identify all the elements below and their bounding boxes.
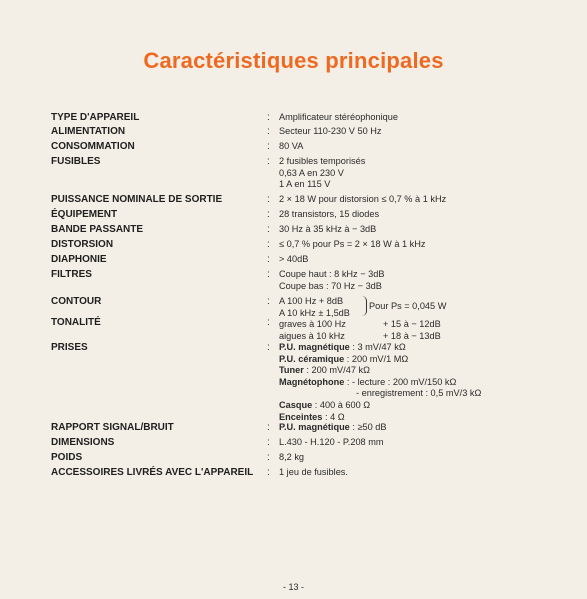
spec-label: FILTRES: [51, 269, 92, 280]
spec-value: > 40dB: [279, 254, 309, 264]
spec-label: CONTOUR: [51, 296, 102, 307]
value-line: [279, 354, 481, 366]
spec-value: 1 jeu de fusibles.: [279, 467, 348, 477]
page-title: Caractéristiques principales: [143, 48, 444, 73]
spec-label: TONALITÉ: [51, 317, 101, 328]
colon: :: [267, 239, 270, 250]
value-line: + 15 à − 12dB: [383, 319, 441, 329]
spec-value: 2 × 18 W pour distorsion ≤ 0,7 % à 1 kHz: [279, 194, 447, 204]
spec-label: TYPE D'APPAREIL: [51, 112, 140, 123]
spec-label: ÉQUIPEMENT: [51, 209, 118, 220]
prise-name: Tuner: [279, 365, 304, 376]
spec-value: Amplificateur stéréophonique: [279, 112, 398, 122]
spec-value: [279, 342, 481, 423]
spec-value: 30 Hz à 35 kHz à − 3dB: [279, 224, 377, 234]
spec-value: [279, 319, 346, 342]
colon: :: [267, 126, 270, 137]
value-line: Coupe haut : 8 kHz − 3dB: [279, 269, 385, 279]
spec-label: POIDS: [51, 452, 83, 463]
colon: :: [267, 194, 270, 205]
value-line: 1 A en 115 V: [279, 179, 331, 190]
spec-label: DIAPHONIE: [51, 254, 107, 265]
prise-name: P.U. céramique: [279, 353, 345, 364]
spec-label: PRISES: [51, 342, 88, 353]
spec-label: BANDE PASSANTE: [51, 224, 144, 235]
colon: :: [267, 254, 270, 265]
prise-value: : 3 mV/47 kΩ: [349, 342, 406, 352]
spec-label: RAPPORT SIGNAL/BRUIT: [51, 422, 174, 433]
value-line: graves à 100 Hz: [279, 319, 346, 329]
value-line: 0,63 A en 230 V: [279, 167, 344, 178]
value-line: [279, 400, 481, 412]
colon: :: [267, 422, 270, 433]
spec-label: CONSOMMATION: [51, 141, 135, 152]
colon: :: [267, 209, 270, 220]
value-line: Coupe bas : 70 Hz − 3dB: [279, 280, 382, 291]
colon: :: [267, 141, 270, 152]
rapport-value: : ≥50 dB: [349, 422, 387, 432]
value-line: A 100 Hz + 8dB: [279, 296, 344, 306]
spec-value: [279, 269, 384, 292]
colon: :: [267, 296, 270, 307]
value-line: A 10 kHz ± 1,5dB: [279, 307, 350, 318]
colon: :: [267, 112, 270, 123]
prise-name: Magnétophone: [279, 376, 345, 387]
colon: :: [267, 467, 270, 478]
spec-label: DISTORSION: [51, 239, 114, 250]
spec-value: Secteur 110-230 V 50 Hz: [279, 126, 382, 136]
prise-value: : 200 mV/1 MΩ: [344, 353, 409, 364]
prise-value: : - lecture : 200 mV/150 kΩ: [344, 376, 457, 387]
tonalite-values: [383, 319, 441, 342]
spec-value: [279, 156, 365, 191]
colon: :: [267, 452, 270, 463]
value-line: aigues à 10 kHz: [279, 330, 345, 341]
spec-value: [279, 296, 350, 319]
spec-label: PUISSANCE NOMINALE DE SORTIE: [51, 194, 223, 205]
colon: :: [267, 342, 270, 353]
prise-name: P.U. magnétique: [279, 342, 350, 352]
contour-note: Pour Ps = 0,045 W: [369, 301, 447, 311]
value-line: [279, 377, 481, 389]
spec-label: FUSIBLES: [51, 156, 101, 167]
colon: :: [267, 317, 270, 328]
value-line: [279, 342, 481, 354]
colon: :: [267, 224, 270, 235]
prise-value: : 200 mV/47 kΩ: [303, 365, 370, 376]
spec-value: 80 VA: [279, 141, 304, 151]
prise-value: : 400 à 600 Ω: [312, 399, 371, 410]
rapport-key: P.U. magnétique: [279, 422, 350, 432]
value-line: 2 fusibles temporisés: [279, 156, 366, 166]
colon: :: [267, 437, 270, 448]
spec-label: ALIMENTATION: [51, 126, 126, 137]
page-number: - 13 -: [282, 582, 304, 592]
prise-name: Casque: [279, 399, 313, 410]
value-line: + 18 à − 13dB: [383, 330, 441, 341]
value-line: - enregistrement : 0,5 mV/3 kΩ: [356, 388, 482, 399]
brace: [362, 296, 367, 316]
colon: :: [267, 269, 270, 280]
spec-label: ACCESSOIRES LIVRÉS AVEC L'APPAREIL: [51, 467, 254, 478]
spec-value: ≤ 0,7 % pour Ps = 2 × 18 W à 1 kHz: [279, 239, 426, 249]
spec-value: L.430 - H.120 - P.208 mm: [279, 437, 384, 447]
prise-value: : 4 Ω: [322, 411, 345, 422]
spec-value: 28 transistors, 15 diodes: [279, 209, 380, 219]
colon: :: [267, 156, 270, 167]
prise-name: Enceintes: [279, 411, 323, 422]
spec-label: DIMENSIONS: [51, 437, 115, 448]
value-line: [279, 365, 481, 377]
spec-value: 8,2 kg: [279, 452, 305, 462]
spec-value: [279, 422, 387, 434]
